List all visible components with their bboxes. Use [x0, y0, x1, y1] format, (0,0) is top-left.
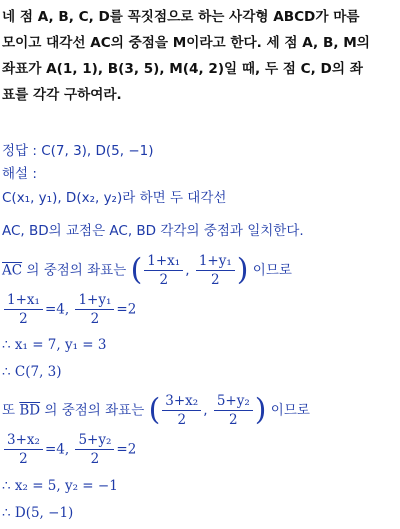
fraction-denominator: 2	[210, 272, 220, 288]
explanation-label: 해설 :	[2, 166, 37, 182]
fraction-denominator: 2	[159, 272, 169, 288]
ac-segment-label: $\overline{AC}$	[2, 262, 23, 279]
fraction-denominator: 2	[19, 451, 28, 467]
bd-prefix: 또	[2, 402, 16, 419]
diagonal-line: AC, BD의 교점은 AC, BD 각각의 중점과 일치한다.	[2, 223, 304, 239]
left-paren: (	[148, 392, 161, 428]
fraction	[144, 253, 183, 288]
question-line-3: 좌표가 A(1, 1), B(3, 5), M(4, 2)일 때, 두 점 C, D의 좌	[2, 61, 363, 77]
equation-value: =4,	[44, 301, 70, 318]
ac-midpoint-suffix: 이므로	[252, 262, 292, 279]
equation-1	[2, 292, 136, 327]
right-paren: )	[254, 392, 267, 428]
fraction-denominator: 2	[90, 451, 100, 467]
fraction-numerator: 3+x₂	[4, 432, 43, 450]
fraction	[214, 393, 253, 428]
setup-line: C(x₁, y₁), D(x₂, y₂)라 하면 두 대각선	[2, 190, 227, 206]
fraction-denominator: 2	[90, 311, 100, 327]
answer-line: 정답 : C(7, 3), D(5, −1)	[2, 143, 154, 159]
result-2b: ∴ D(5, −1)	[2, 505, 74, 521]
equation-value: =4,	[44, 441, 70, 458]
bd-midpoint-line: 또 $\overline{BD}$ 의 중점의 좌표는 ( $\frac{\text{3+x₂}}{2}$ , $\frac{\text{5+y₂}}{2}$ ) 이므로	[2, 392, 310, 428]
ac-midpoint-text: 의 중점의 좌표는	[26, 262, 127, 279]
question-line-4: 표를 각각 구하여라.	[2, 87, 122, 103]
question-line-2: 모이고 대각선 AC의 중점을 M이라고 한다. 세 점 A, B, M의	[2, 35, 370, 51]
equation-2	[2, 432, 136, 467]
fraction-numerator: 1+y₁	[75, 292, 114, 310]
result-2: ∴ x₂ = 5, y₂ = −1	[2, 478, 118, 494]
fraction	[75, 432, 114, 467]
equation-value: =2	[116, 441, 137, 458]
fraction-denominator: 2	[177, 412, 187, 428]
left-paren: (	[130, 252, 143, 288]
result-1b: ∴ C(7, 3)	[2, 364, 62, 380]
fraction-numerator: 1+x₁	[4, 292, 43, 310]
question-line-1: 네 점 A, B, C, D를 꼭짓점으로 하는 사각형 ABCD가 마름	[2, 9, 360, 25]
equation-value: =2	[116, 301, 137, 318]
bd-segment-label: $\overline{BD}$	[19, 402, 41, 419]
fraction	[196, 253, 235, 288]
ac-midpoint-line: $\overline{AC}$ 의 중점의 좌표는 ( $\frac{\text{1+x₁}}{2}$ , $\frac{\text{1+y₁}}{2}$ ) 이므로	[2, 252, 292, 288]
fraction	[4, 432, 43, 467]
question-text	[2, 4, 398, 108]
fraction-denominator: 2	[228, 412, 238, 428]
fraction-numerator: 1+y₁	[196, 253, 235, 271]
fraction	[75, 292, 114, 327]
fraction	[162, 393, 201, 428]
bd-midpoint-suffix: 이므로	[270, 402, 310, 419]
fraction-denominator: 2	[19, 311, 28, 327]
fraction-numerator: 5+y₂	[214, 393, 253, 411]
right-paren: )	[236, 252, 249, 288]
fraction	[4, 292, 43, 327]
fraction-numerator: 5+y₂	[75, 432, 114, 450]
fraction-numerator: 3+x₂	[162, 393, 201, 411]
fraction-numerator: 1+x₁	[144, 253, 183, 271]
result-1: ∴ x₁ = 7, y₁ = 3	[2, 337, 107, 353]
bd-midpoint-text: 의 중점의 좌표는	[44, 402, 145, 419]
